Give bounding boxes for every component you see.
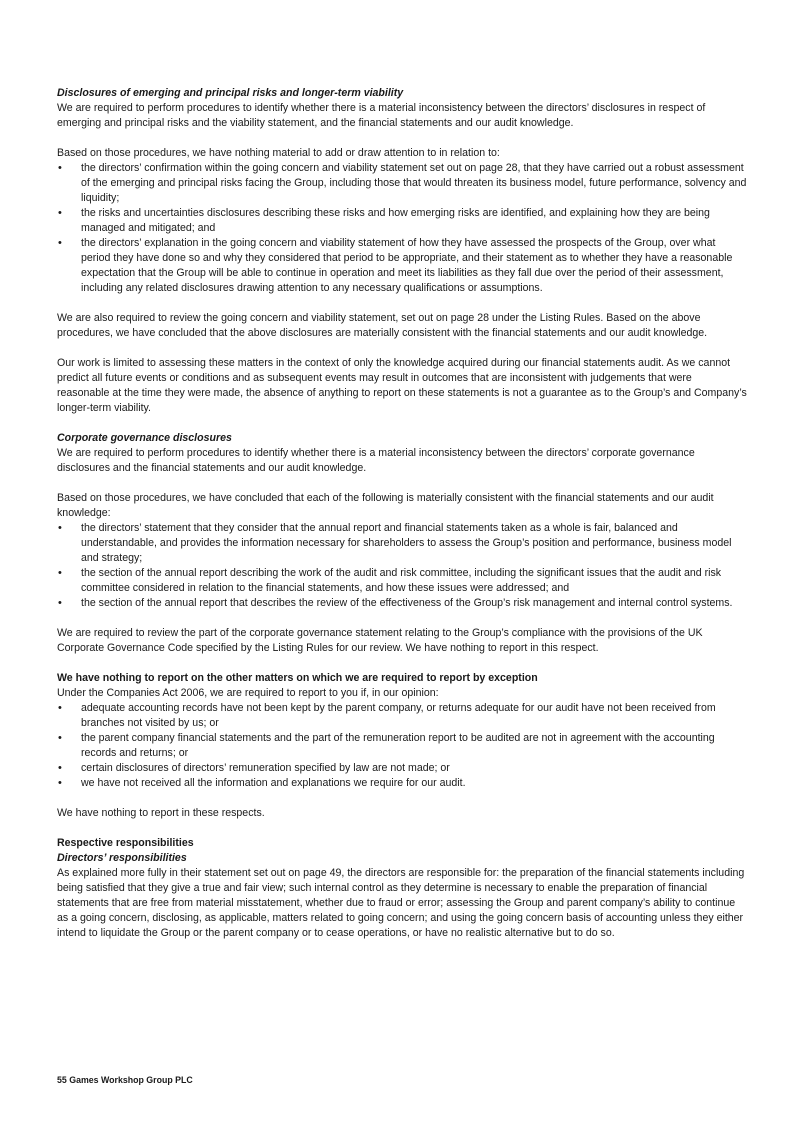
list-item: • the section of the annual report describing the work of the audit and risk committee, including the significant issues that the audit and risk committee considered in relation to the financial statements, and how these issues were addressed; and: [57, 566, 747, 596]
section-heading: We have nothing to report on the other matters on which we are required to report by exception: [57, 672, 538, 684]
paragraph: We are required to perform procedures to identify whether there is a material inconsistency between the directors’ corporate governance disclosures and the financial statements and our audit knowledge.: [57, 447, 695, 474]
section-corporate-governance: [57, 431, 747, 656]
list-item: • the directors’ explanation in the going concern and viability statement of how they have assessed the prospects of the Group, over what period they have done so and why they considered that period to be appropriate, and their statement as to whether they have a reasonable expectation that the Group will be able to continue in operation and meet its liabilities as they fall due over the period of their assessment, including any related disclosures drawing attention to any necessary qualifications or assumptions.: [57, 236, 747, 296]
section-report-by-exception: [57, 671, 747, 821]
list-item: • the directors’ confirmation within the going concern and viability statement set out on page 28, that they have carried out a robust assessment of the emerging and principal risks facing the Group, including those that would threaten its business model, future performance, solvency and liquidity;: [57, 161, 747, 206]
list-item: • we have not received all the information and explanations we require for our audit.: [57, 776, 747, 791]
paragraph: We are also required to review the going concern and viability statement, set out on page 28 under the Listing Rules. Based on the above procedures, we have concluded that the above disclosures are materially consistent with the financial statements and our audit knowledge.: [57, 312, 708, 339]
section-heading: Corporate governance disclosures: [57, 432, 232, 444]
list-item: • the directors’ statement that they consider that the annual report and financial statements taken as a whole is fair, balanced and understandable, and provides the information necessary for shareholders to assess the Group’s position and performance, business model and strategy;: [57, 521, 747, 566]
paragraph: As explained more fully in their statement set out on page 49, the directors are responsible for: the preparation of the financial statements including being satisfied that they give a true and fair view; such internal control as they determine is necessary to enable the preparation of financial statements that are free from material misstatement, whether due to fraud or error; assessing the Group and parent company’s ability to continue as a going concern, disclosing, as applicable, matters related to going concern; and using the going concern basis of accounting unless they either intend to liquidate the Group or the parent company or to cease operations, or have no realistic alternative but to do so.: [57, 867, 745, 939]
paragraph: Our work is limited to assessing these matters in the context of only the knowledge acquired during our financial statements audit. As we cannot predict all future events or conditions and as subsequent events may result in outcomes that are inconsistent with judgements that were reasonable at the time they were made, the absence of anything to report on these statements is not a guarantee as to the Group’s and Company’s longer-term viability.: [57, 357, 747, 414]
section-responsibilities: [57, 836, 747, 941]
list-item: • the parent company financial statements and the part of the remuneration report to be audited are not in agreement with the accounting records and returns; or: [57, 731, 747, 761]
list-item: • certain disclosures of directors’ remuneration specified by law are not made; or: [57, 761, 747, 776]
section-emerging-risks: [57, 86, 747, 416]
section-heading: Disclosures of emerging and principal risks and longer-term viability: [57, 87, 404, 99]
list-item: • adequate accounting records have not been kept by the parent company, or returns adequate for our audit have not been received from branches not visited by us; or: [57, 701, 747, 731]
bullet-list: [57, 521, 747, 611]
page-footer: 55 Games Workshop Group PLC: [57, 1075, 193, 1085]
paragraph: We are required to review the part of the corporate governance statement relating to the Group’s compliance with the provisions of the UK Corporate Governance Code specified by the Listing Rules for our review. We have nothing to report in this respect.: [57, 627, 703, 654]
paragraph: We have nothing to report in these respects.: [57, 807, 265, 819]
page-content: [57, 86, 747, 956]
paragraph: We are required to perform procedures to identify whether there is a material inconsistency between the directors’ disclosures in respect of emerging and principal risks and the viability statement, and the financial statements and our audit knowledge.: [57, 102, 706, 129]
list-item: • the section of the annual report that describes the review of the effectiveness of the Group’s risk management and internal control systems.: [57, 596, 747, 611]
bullet-list: [57, 701, 747, 791]
section-heading: Respective responsibilities: [57, 837, 194, 849]
paragraph: Based on those procedures, we have concluded that each of the following is materially consistent with the financial statements and our audit knowledge:: [57, 492, 714, 519]
list-item: • the risks and uncertainties disclosures describing these risks and how emerging risks are identified, and explaining how they are being managed and mitigated; and: [57, 206, 747, 236]
section-subheading: Directors’ responsibilities: [57, 852, 187, 864]
bullet-list: [57, 161, 747, 296]
paragraph: Based on those procedures, we have nothing material to add or draw attention to in relation to:: [57, 147, 500, 159]
paragraph: Under the Companies Act 2006, we are required to report to you if, in our opinion:: [57, 687, 439, 699]
